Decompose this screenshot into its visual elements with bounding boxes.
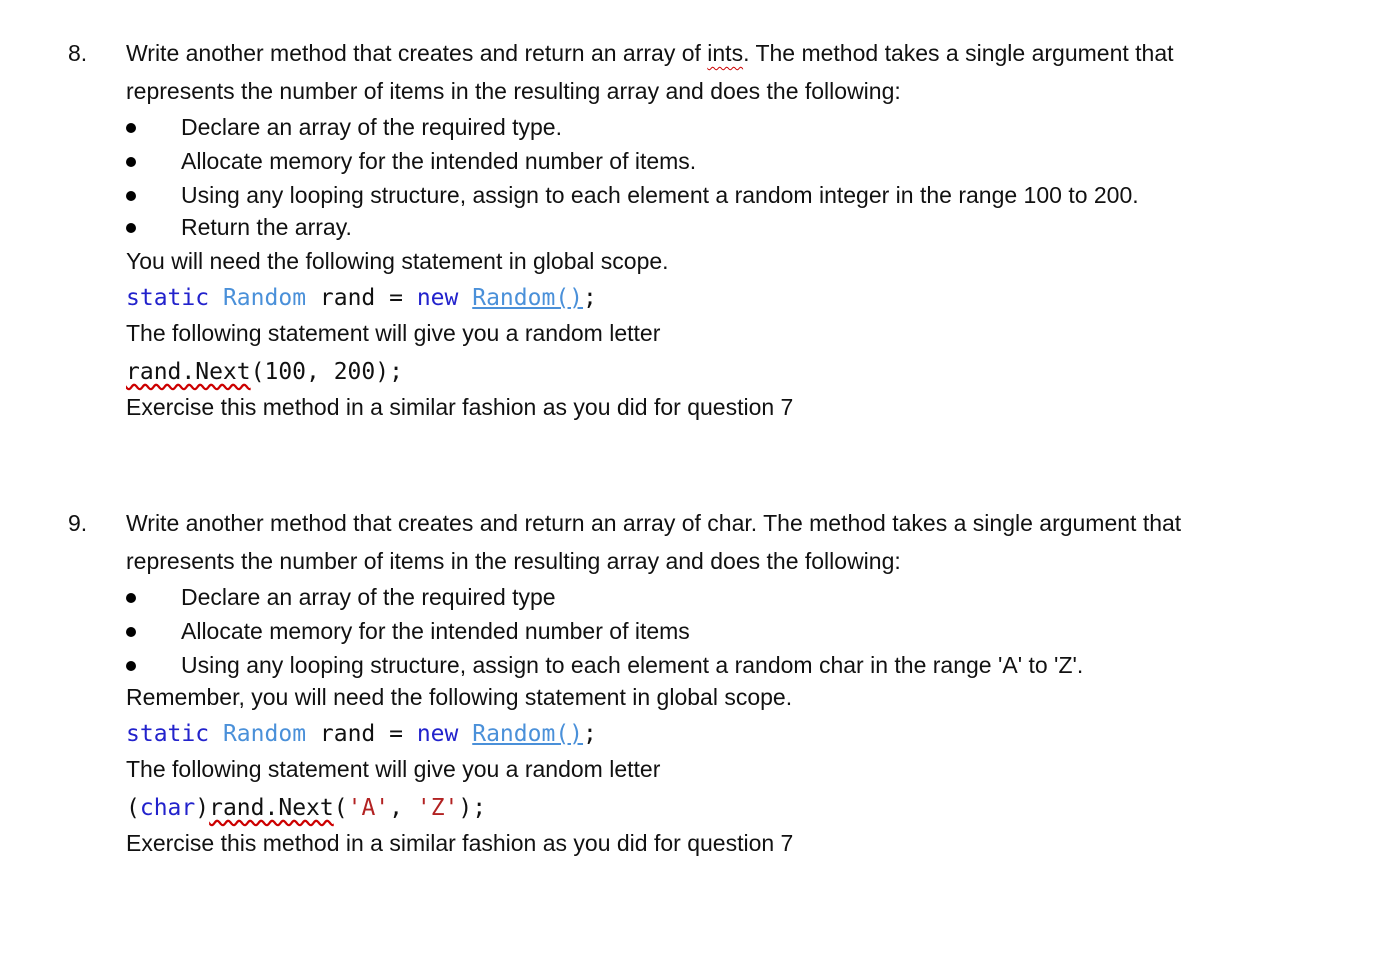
list-item-text: Using any looping structure, assign to each element a random integer in the range 100 to 200.: [181, 182, 1139, 208]
code-text: rand.Next: [209, 795, 334, 821]
code-text: ;: [583, 285, 597, 311]
code-keyword: new: [416, 721, 459, 747]
code-keyword: new: [416, 285, 459, 311]
random-letter-note: The following statement will give you a random letter: [126, 756, 661, 782]
code-rand-next-char: [126, 795, 486, 821]
code-text: ;: [583, 721, 597, 747]
bullet-icon: [126, 123, 136, 133]
code-link: Random(): [472, 285, 584, 311]
bullet-icon: [126, 191, 136, 201]
list-item-text: Using any looping structure, assign to each element a random char in the range 'A' to 'Z'.: [181, 652, 1084, 678]
code-text: rand =: [306, 721, 417, 747]
question-number: 9.: [68, 510, 88, 536]
bullet-icon: [126, 627, 136, 637]
code-keyword: static: [126, 285, 210, 311]
list-item-text: Allocate memory for the intended number of items: [181, 618, 690, 644]
exercise-note: Exercise this method in a similar fashion as you did for question 7: [126, 394, 794, 420]
bullet-icon: [126, 223, 136, 233]
code-random-declaration: [126, 285, 597, 311]
code-keyword: static: [126, 721, 210, 747]
list-item-text: Declare an array of the required type: [181, 584, 556, 610]
code-rand-next: [126, 359, 403, 385]
question-text-line-1: Write another method that creates and return an array of char. The method takes a single argument that: [126, 510, 1182, 536]
list-item-text: Allocate memory for the intended number of items.: [181, 148, 697, 174]
bullet-icon: [126, 661, 136, 671]
list-item-text: Return the array.: [181, 214, 352, 240]
global-scope-note: Remember, you will need the following statement in global scope.: [126, 684, 793, 710]
text-segment: Write another method that creates and return an array of: [126, 40, 708, 66]
question-number: 8.: [68, 40, 88, 66]
random-letter-note: The following statement will give you a random letter: [126, 320, 661, 346]
global-scope-note: You will need the following statement in global scope.: [126, 248, 669, 274]
list-item-text: Declare an array of the required type.: [181, 114, 562, 140]
code-text: (100, 200);: [250, 359, 403, 385]
question-text-line-2: represents the number of items in the resulting array and does the following:: [126, 548, 901, 574]
bullet-icon: [126, 593, 136, 603]
code-text: rand =: [306, 285, 417, 311]
code-type: Random: [222, 285, 307, 311]
code-text: (: [126, 795, 140, 821]
code-string: 'A': [347, 795, 390, 821]
code-type: Random: [222, 721, 307, 747]
code-link: Random(): [472, 721, 584, 747]
spellcheck-word: ints: [707, 40, 744, 66]
question-text-line-1: [126, 40, 1174, 67]
question-text-line-2: represents the number of items in the resulting array and does the following:: [126, 78, 901, 104]
bullet-icon: [126, 157, 136, 167]
code-string: 'Z': [416, 795, 459, 821]
code-text: (: [333, 795, 348, 821]
code-text: ,: [389, 795, 417, 821]
text-segment: . The method takes a single argument that: [743, 40, 1174, 66]
code-text: rand.Next: [126, 359, 251, 385]
code-keyword: char: [139, 795, 196, 821]
exercise-note: Exercise this method in a similar fashion as you did for question 7: [126, 830, 794, 856]
code-text: );: [458, 795, 487, 821]
code-text: ): [195, 795, 210, 821]
code-random-declaration: [126, 721, 597, 747]
